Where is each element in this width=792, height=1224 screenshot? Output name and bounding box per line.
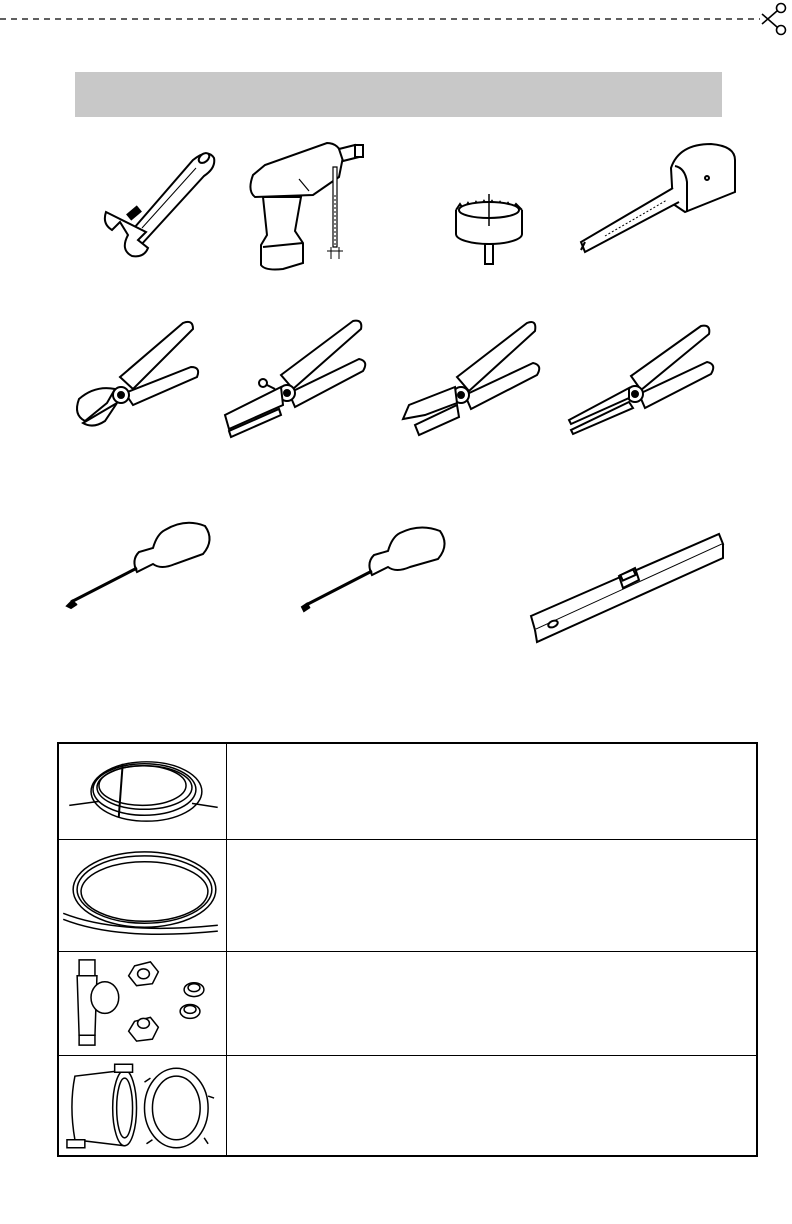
water-fittings-icon bbox=[59, 952, 227, 1055]
scissors-icon bbox=[762, 4, 786, 35]
tape-measure-icon bbox=[575, 138, 745, 258]
hole-saw-icon bbox=[452, 190, 527, 270]
level-icon bbox=[527, 520, 725, 645]
parts-row-text bbox=[227, 840, 756, 951]
phillips-screwdriver-icon bbox=[65, 520, 215, 610]
parts-row-electrical-wire bbox=[59, 744, 756, 840]
tools-header-bar bbox=[75, 72, 722, 117]
tubing-coil-icon bbox=[59, 840, 227, 951]
flat-screwdriver-icon bbox=[300, 525, 450, 613]
linesman-pliers-icon bbox=[395, 315, 545, 440]
diagonal-cutters-icon bbox=[65, 315, 210, 430]
adjustable-wrench-icon bbox=[98, 140, 218, 260]
needle-nose-pliers-icon bbox=[565, 320, 720, 440]
wire-strippers-icon bbox=[215, 315, 370, 440]
drill-with-bit-icon bbox=[243, 135, 368, 275]
parts-row-water-fittings bbox=[59, 952, 756, 1056]
parts-table bbox=[57, 742, 758, 1157]
parts-row-text bbox=[227, 1056, 756, 1157]
strain-relief-icon bbox=[59, 1056, 227, 1157]
parts-row-water-tubing bbox=[59, 840, 756, 952]
cut-line bbox=[0, 0, 792, 40]
parts-row-text bbox=[227, 744, 756, 839]
wire-coil-icon bbox=[59, 744, 227, 839]
parts-row-strain-relief bbox=[59, 1056, 756, 1157]
parts-row-text bbox=[227, 952, 756, 1055]
